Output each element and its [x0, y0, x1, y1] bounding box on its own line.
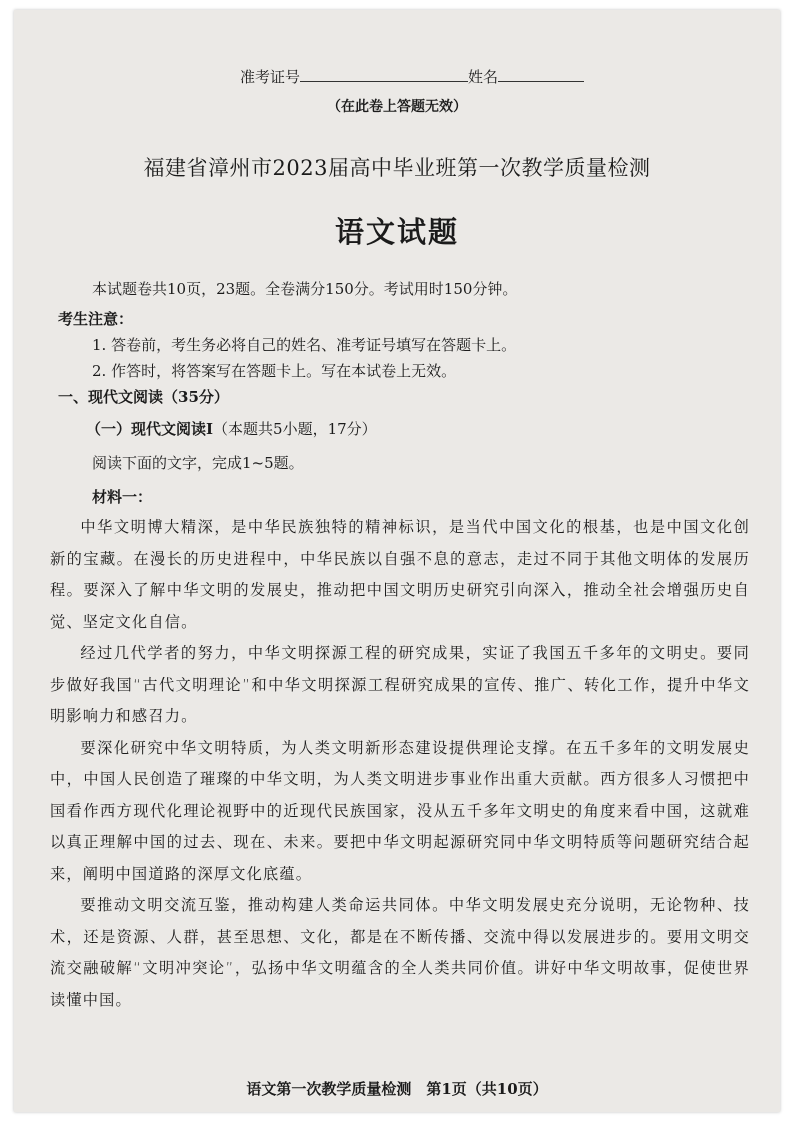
section-heading: 一、现代文阅读（35分） [58, 388, 229, 406]
subsection-title: （一）现代文阅读Ⅰ [86, 420, 214, 438]
invalid-answer-notice: （在此卷上答题无效） [327, 99, 467, 115]
subsection-detail: （本题共5小题，17分） [213, 420, 377, 438]
exam-title: 福建省漳州市2023届高中毕业班第一次教学质量检测 [143, 156, 651, 180]
passage-paragraph: 要推动文明交流互鉴，推动构建人类命运共同体。中华文明发展史充分说明，无论物种、技术，还是资源、人群，甚至思想、文化，都是在不断传播、交流中得以发展进步的。要用文明交流交融破解“文明冲突论”，弘扬中华文明蕴含的全人类共同价值。讲好中华文明故事，促使世界读懂中国。 [50, 896, 750, 1009]
exam-id-label: 准考证号 [240, 68, 301, 86]
notes-heading: 考生注意： [58, 310, 134, 328]
note-item: 1. 答卷前，考生务必将自己的姓名、准考证号填写在答题卡上。 [92, 336, 517, 354]
exam-id-blank [300, 67, 468, 82]
exam-page [14, 10, 780, 1112]
page-footer: 语文第一次教学质量检测 第1页（共10页） [246, 1080, 548, 1098]
passage-paragraph: 中华文明博大精深，是中华民族独特的精神标识，是当代中国文化的根基，也是中国文化创新的宝藏。在漫长的历史进程中，中华民族以自强不息的意志，走过不同于其他文明体的发展历程。要深入了解中华文明的发展史，推动把中国文明历史研究引向深入，推动全社会增强历史自觉、坚定文化自信。 [50, 518, 750, 631]
subject-title: 语文试题 [334, 215, 459, 249]
material-label: 材料一： [92, 488, 153, 506]
name-label: 姓名 [468, 68, 499, 86]
note-item: 2. 作答时，将答案写在答题卡上。写在本试卷上无效。 [92, 362, 457, 380]
passage-paragraph: 经过几代学者的努力，中华文明探源工程的研究成果，实证了我国五千多年的文明史。要同步做好我国“古代文明理论”和中华文明探源工程研究成果的宣传、推广、转化工作，提升中华文明影响力和感召力。 [50, 644, 750, 725]
candidate-info-line [240, 66, 584, 87]
passage [50, 512, 750, 1016]
exam-intro: 本试题卷共10页，23题。全卷满分150分。考试用时150分钟。 [92, 280, 518, 298]
subsection-heading [86, 418, 377, 439]
passage-paragraph: 要深化研究中华文明特质，为人类文明新形态建设提供理论支撑。在五千多年的文明发展史中，中国人民创造了璀璨的中华文明，为人类文明进步事业作出重大贡献。西方很多人习惯把中国看作西方现代化理论视野中的近现代民族国家，没从五千多年文明史的角度来看中国，这就难以真正理解中国的过去、现在、未来。要把中华文明起源研究同中华文明特质等问题研究结合起来，阐明中国道路的深厚文化底蕴。 [50, 738, 750, 883]
name-blank [498, 67, 584, 82]
reading-instruction: 阅读下面的文字，完成1~5题。 [92, 454, 304, 472]
